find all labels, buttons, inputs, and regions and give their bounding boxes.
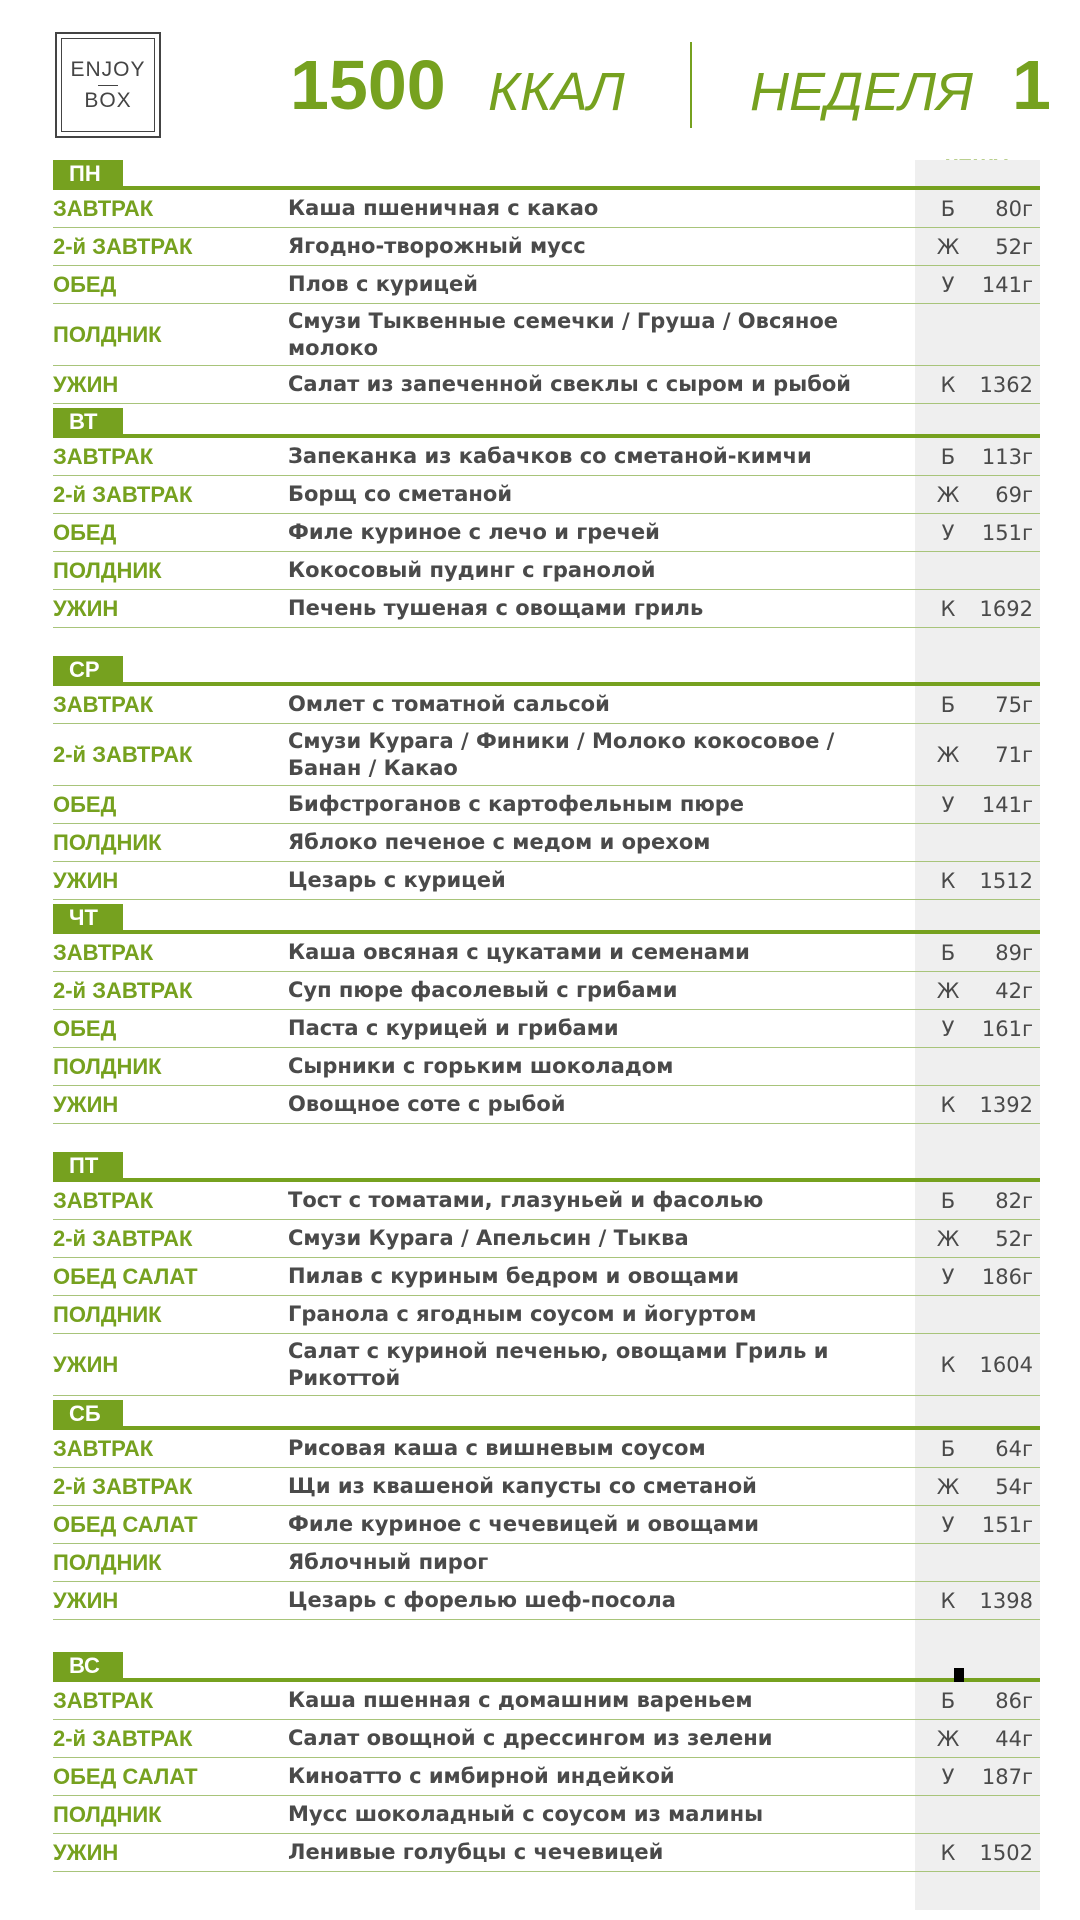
- nutrient-value: 151г: [981, 520, 1033, 545]
- nutrient-value: 186г: [981, 1264, 1033, 1289]
- dish-name: Суп пюре фасолевый с грибами: [288, 978, 678, 1002]
- nutrient-label: К: [940, 1840, 956, 1865]
- dish-name: Пилав с куриным бедром и овощами: [288, 1264, 740, 1288]
- nutrient-value: 52г: [995, 234, 1033, 259]
- nutrient-value: 42г: [995, 978, 1033, 1003]
- nutrient-value: [973, 1796, 1033, 1833]
- meal-type: 2-й ЗАВТРАК: [53, 1725, 193, 1751]
- nutrient-label: У: [941, 1264, 955, 1289]
- nutrient-label: К: [940, 868, 956, 893]
- nutrient-label: К: [940, 1352, 956, 1377]
- meal-row: [53, 304, 1040, 366]
- nutrient-value: [973, 304, 1033, 365]
- meal-type: ЗАВТРАК: [53, 1435, 154, 1461]
- nutrient-value: 80г: [995, 196, 1033, 221]
- calories-number: 1500: [290, 46, 446, 124]
- nutrient-label: У: [941, 1016, 955, 1041]
- meal-row: [53, 190, 1040, 228]
- dish-name: Филе куриное с лечо и гречей: [288, 520, 660, 544]
- meal-type: ЗАВТРАК: [53, 1687, 154, 1713]
- dish-name: Ягодно-творожный мусс: [288, 234, 586, 258]
- nutrient-label: Ж: [936, 1226, 960, 1251]
- nutrient-label: К: [940, 1092, 956, 1117]
- meal-type: ПОЛДНИК: [53, 1053, 162, 1079]
- nutrient-value: 89г: [995, 940, 1033, 965]
- meal-row: [53, 476, 1040, 514]
- meal-type: ПОЛДНИК: [53, 1801, 162, 1827]
- meal-type: ОБЕД САЛАТ: [53, 1511, 198, 1537]
- meal-type: 2-й ЗАВТРАК: [53, 1473, 193, 1499]
- nutrient-label: [933, 824, 963, 861]
- week-label: НЕДЕЛЯ: [750, 62, 973, 122]
- meal-type: УЖИН: [53, 1091, 119, 1117]
- dish-name: Плов с курицей: [288, 272, 478, 296]
- meal-type: ПОЛДНИК: [53, 321, 162, 347]
- meal-type: ПОЛДНИК: [53, 1549, 162, 1575]
- day-badge: ЧТ: [53, 904, 123, 932]
- meal-type: ПОЛДНИК: [53, 1301, 162, 1327]
- day-badge: ПТ: [53, 1152, 123, 1180]
- nutrient-label: Б: [940, 196, 956, 221]
- meal-row: [53, 552, 1040, 590]
- meal-row: [53, 862, 1040, 900]
- nutrient-value: 1392: [979, 1092, 1033, 1117]
- nutrient-label: К: [940, 372, 956, 397]
- meal-type: ОБЕД: [53, 519, 117, 545]
- nutrient-label: У: [941, 1512, 955, 1537]
- dish-name: Цезарь с курицей: [288, 868, 506, 892]
- dish-name: Гранола с ягодным соусом и йогуртом: [288, 1302, 757, 1326]
- nutrient-label: У: [941, 792, 955, 817]
- nutrient-label: Ж: [936, 1726, 960, 1751]
- nutrient-label: Б: [940, 940, 956, 965]
- day-badge: ВС: [53, 1652, 123, 1680]
- meal-row: [53, 824, 1040, 862]
- meal-type: УЖИН: [53, 595, 119, 621]
- meal-row: [53, 266, 1040, 304]
- day-badge: СБ: [53, 1400, 123, 1428]
- meal-row: [53, 438, 1040, 476]
- dish-name: Салат овощной с дрессингом из зелени: [288, 1726, 773, 1750]
- meal-row: [53, 1086, 1040, 1124]
- dish-name: Омлет с томатной сальсой: [288, 692, 610, 716]
- meal-row: [53, 1582, 1040, 1620]
- meal-row: [53, 590, 1040, 628]
- logo-text-bottom: BOX: [84, 88, 132, 112]
- meal-row: [53, 724, 1040, 786]
- meal-type: ОБЕД: [53, 271, 117, 297]
- meal-row: [53, 1430, 1040, 1468]
- nutrient-value: 71г: [995, 742, 1033, 767]
- nutrient-label: Ж: [936, 234, 960, 259]
- nutrient-value: 141г: [981, 272, 1033, 297]
- dish-name: Сырники с горьким шоколадом: [288, 1054, 674, 1078]
- meal-row: [53, 1720, 1040, 1758]
- nutrient-label: Б: [940, 1688, 956, 1713]
- dish-name: Яблоко печеное с медом и орехом: [288, 830, 711, 854]
- nutrient-label: Ж: [936, 1474, 960, 1499]
- nutrient-value: 44г: [995, 1726, 1033, 1751]
- nutrient-label: [933, 1544, 963, 1581]
- logo-text-top: ENJOY: [70, 57, 146, 81]
- nutrient-value: 1692: [979, 596, 1033, 621]
- dish-name: Цезарь с форелью шеф-посола: [288, 1588, 676, 1612]
- meal-row: [53, 1296, 1040, 1334]
- nutrient-label: Б: [940, 444, 956, 469]
- dish-name: Салат из запеченной свеклы с сыром и рыбой: [288, 372, 852, 396]
- nutrient-label: Ж: [936, 742, 960, 767]
- meal-type: ОБЕД: [53, 791, 117, 817]
- nutrient-label: У: [941, 520, 955, 545]
- nutrient-value: 141г: [981, 792, 1033, 817]
- meal-type: УЖИН: [53, 371, 119, 397]
- nutrient-value: 69г: [995, 482, 1033, 507]
- meal-row: [53, 1834, 1040, 1872]
- dish-name: Смузи Курага / Апельсин / Тыква: [288, 1226, 689, 1250]
- meal-type: ЗАВТРАК: [53, 195, 154, 221]
- meal-type: 2-й ЗАВТРАК: [53, 1225, 193, 1251]
- meal-type: ОБЕД САЛАТ: [53, 1263, 198, 1289]
- nutrient-value: 151г: [981, 1512, 1033, 1537]
- nutrient-label: [933, 1296, 963, 1333]
- meal-type: УЖИН: [53, 867, 119, 893]
- meal-row: [53, 366, 1040, 404]
- nutrient-label: К: [940, 1588, 956, 1613]
- nutrient-value: 86г: [995, 1688, 1033, 1713]
- meal-row: [53, 972, 1040, 1010]
- meal-type: ЗАВТРАК: [53, 691, 154, 717]
- meal-row: [53, 1544, 1040, 1582]
- meal-type: ЗАВТРАК: [53, 1187, 154, 1213]
- nutrient-value: 1398: [979, 1588, 1033, 1613]
- meal-type: 2-й ЗАВТРАК: [53, 977, 193, 1003]
- meal-type: УЖИН: [53, 1839, 119, 1865]
- dish-name: Борщ со сметаной: [288, 482, 513, 506]
- dish-name: Смузи Курага / Финики / Молоко кокосовое / Банан / Какао: [288, 728, 835, 780]
- day-badge: ПН: [53, 160, 123, 188]
- meal-row: [53, 1758, 1040, 1796]
- nutrient-label: Ж: [936, 978, 960, 1003]
- dish-name: Печень тушеная с овощами гриль: [288, 596, 704, 620]
- nutrient-value: 82г: [995, 1188, 1033, 1213]
- meal-row: [53, 228, 1040, 266]
- meal-row: [53, 514, 1040, 552]
- meal-row: [53, 1682, 1040, 1720]
- nutrient-value: 54г: [995, 1474, 1033, 1499]
- day-badge: ВТ: [53, 408, 123, 436]
- nutrient-value: 75г: [995, 692, 1033, 717]
- nutrient-value: 52г: [995, 1226, 1033, 1251]
- meal-row: [53, 1334, 1040, 1396]
- meal-type: 2-й ЗАВТРАК: [53, 481, 193, 507]
- nutrient-label: Ж: [936, 482, 960, 507]
- dish-name: Кокосовый пудинг с гранолой: [288, 558, 656, 582]
- week-number: 1: [1012, 46, 1051, 124]
- meal-row: [53, 1048, 1040, 1086]
- nutrient-label: [933, 552, 963, 589]
- meal-type: УЖИН: [53, 1587, 119, 1613]
- nutrient-value: [973, 1544, 1033, 1581]
- dish-name: Смузи Тыквенные семечки / Груша / Овсяное молоко: [288, 308, 839, 360]
- day-badge: СР: [53, 656, 123, 684]
- dish-name: Каша пшенная с домашним вареньем: [288, 1688, 753, 1712]
- dish-name: Каша овсяная с цукатами и семенами: [288, 940, 750, 964]
- dish-name: Каша пшеничная с какао: [288, 196, 599, 220]
- nutrient-label: У: [941, 272, 955, 297]
- meal-row: [53, 934, 1040, 972]
- dish-name: Овощное соте с рыбой: [288, 1092, 566, 1116]
- black-mark: [954, 1668, 964, 1682]
- meal-row: [53, 1010, 1040, 1048]
- meal-type: ОБЕД САЛАТ: [53, 1763, 198, 1789]
- meal-row: [53, 1220, 1040, 1258]
- meal-row: [53, 1468, 1040, 1506]
- dish-name: Филе куриное с чечевицей и овощами: [288, 1512, 760, 1536]
- nutrient-value: [973, 1048, 1033, 1085]
- nutrient-value: 1502: [979, 1840, 1033, 1865]
- meal-type: ОБЕД: [53, 1015, 117, 1041]
- dish-name: Ленивые голубцы с чечевицей: [288, 1840, 664, 1864]
- meal-type: УЖИН: [53, 1351, 119, 1377]
- nutrient-value: 1512: [979, 868, 1033, 893]
- nutrient-value: 1604: [979, 1352, 1033, 1377]
- meal-type: ПОЛДНИК: [53, 829, 162, 855]
- meal-row: [53, 786, 1040, 824]
- nutrient-label: У: [941, 1764, 955, 1789]
- dish-name: Рисовая каша с вишневым соусом: [288, 1436, 706, 1460]
- nutrient-value: [973, 824, 1033, 861]
- nutrient-value: 161г: [981, 1016, 1033, 1041]
- dish-name: Запеканка из кабачков со сметаной-кимчи: [288, 444, 812, 468]
- nutrient-value: 1362: [979, 372, 1033, 397]
- calories-unit: ККАЛ: [488, 62, 625, 122]
- dish-name: Щи из квашеной капусты со сметаной: [288, 1474, 757, 1498]
- meal-row: [53, 1258, 1040, 1296]
- meal-type: ПОЛДНИК: [53, 557, 162, 583]
- nutrient-label: [933, 1796, 963, 1833]
- meal-row: [53, 1506, 1040, 1544]
- meal-row: [53, 686, 1040, 724]
- dish-name: Бифстроганов с картофельным пюре: [288, 792, 745, 816]
- nutrient-label: К: [940, 596, 956, 621]
- dish-name: Тост с томатами, глазуньей и фасолью: [288, 1188, 764, 1212]
- nutrient-label: [933, 304, 963, 365]
- meal-row: [53, 1182, 1040, 1220]
- meal-type: ЗАВТРАК: [53, 939, 154, 965]
- meal-type: ЗАВТРАК: [53, 443, 154, 469]
- nutrient-label: Б: [940, 692, 956, 717]
- dish-name: Салат с куриной печенью, овощами Гриль и Рикоттой: [288, 1338, 829, 1390]
- nutrient-label: Б: [940, 1436, 956, 1461]
- meal-type: 2-й ЗАВТРАК: [53, 233, 193, 259]
- meal-type: 2-й ЗАВТРАК: [53, 741, 193, 767]
- nutrient-label: Б: [940, 1188, 956, 1213]
- nutrient-label: [933, 1048, 963, 1085]
- dish-name: Яблочный пирог: [288, 1550, 489, 1574]
- nutrient-value: 187г: [981, 1764, 1033, 1789]
- dish-name: Мусс шоколадный с соусом из малины: [288, 1802, 764, 1826]
- dish-name: Паста с курицей и грибами: [288, 1016, 619, 1040]
- nutrient-value: 64г: [995, 1436, 1033, 1461]
- nutrient-value: 113г: [981, 444, 1033, 469]
- meal-row: [53, 1796, 1040, 1834]
- dish-name: Киноатто с имбирной индейкой: [288, 1764, 675, 1788]
- nutrient-value: [973, 552, 1033, 589]
- nutrient-value: [973, 1296, 1033, 1333]
